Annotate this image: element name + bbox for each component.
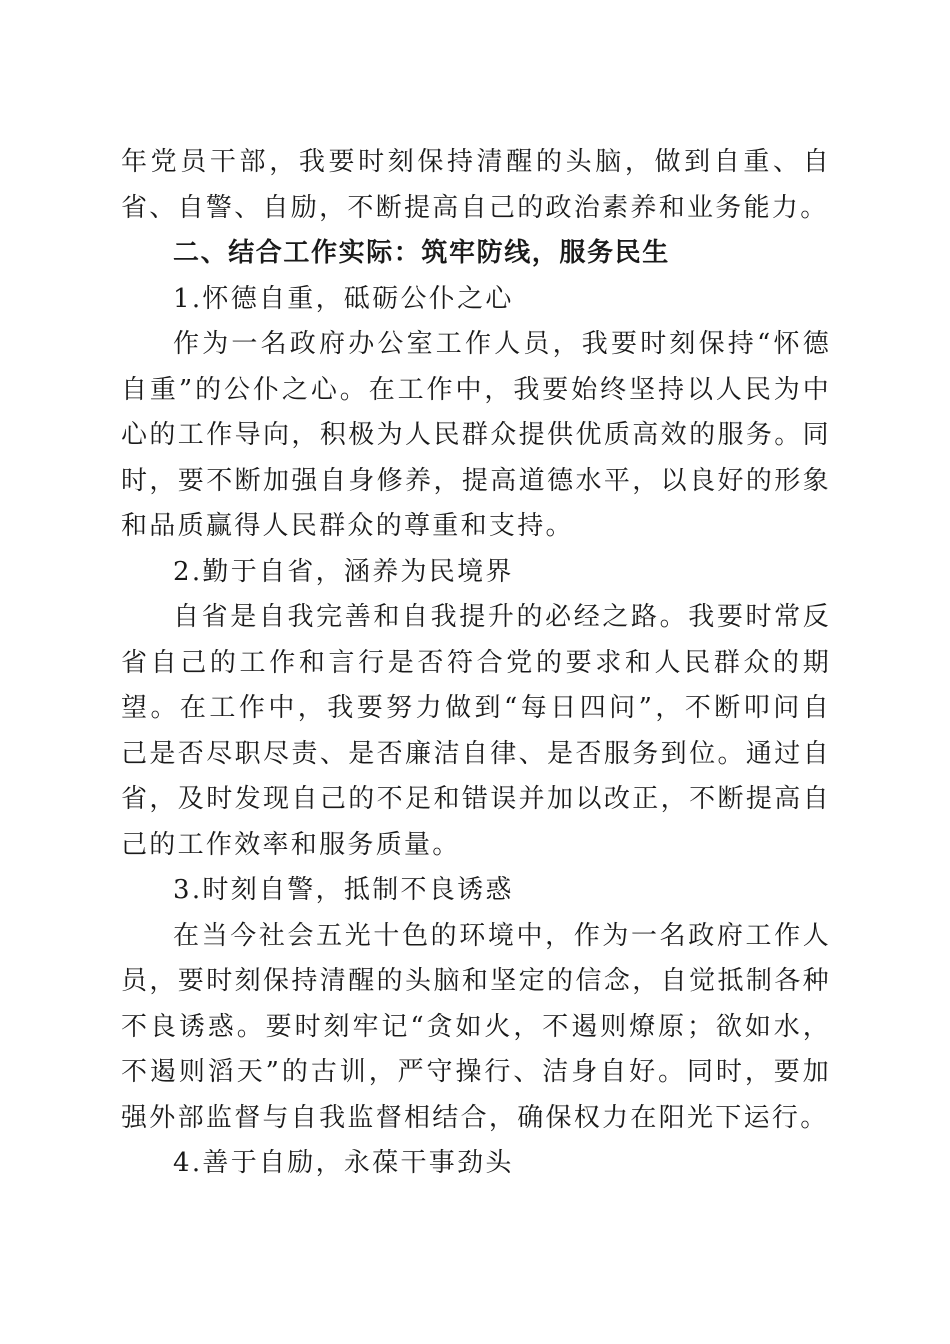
paragraph-2: 自省是自我完善和自我提升的必经之路。我要时常反省自己的工作和言行是否符合党的要求和人民群众的期望。在工作中，我要努力做到“每日四问”，不断叩问自己是否尽职尽责、是否廉洁自律、是否服务到位。通过自省，及时发现自己的不足和错误并加以改正，不断提高自己的工作效率和服务质量。 xyxy=(121,602,831,860)
paragraph-3: 在当今社会五光十色的环境中，作为一名政府工作人员，要时刻保持清醒的头脑和坚定的信念，自觉抵制各种不良诱惑。要时刻牢记“贪如火，不遏则燎原；欲如水，不遏则滔天”的古训，严守操行、洁身自好。同时，要加强外部监督与自我监督相结合，确保权力在阳光下运行。 xyxy=(121,920,831,1133)
paragraph-1: 作为一名政府办公室工作人员，我要时刻保持“怀德自重”的公仆之心。在工作中，我要始终坚持以人民为中心的工作导向，积极为人民群众提供优质高效的服务。同时，要不断加强自身修养，提高道德水平，以良好的形象和品质赢得人民群众的尊重和支持。 xyxy=(121,329,831,541)
subheading-2: 2.勤于自省，涵养为民境界 xyxy=(173,556,514,587)
paragraph-continued: 年党员干部，我要时刻保持清醒的头脑，做到自重、自省、自警、自励，不断提高自己的政治素养和业务能力。 xyxy=(121,147,831,223)
subheading-4: 4.善于自励，永葆干事劲头 xyxy=(173,1148,514,1178)
document-body xyxy=(121,140,831,1187)
subheading-1: 1.怀德自重，砥砺公仆之心 xyxy=(173,283,514,314)
section-heading: 二、结合工作实际：筑牢防线，服务民生 xyxy=(173,238,670,268)
subheading-3: 3.时刻自警，抵制不良诱惑 xyxy=(173,875,514,905)
